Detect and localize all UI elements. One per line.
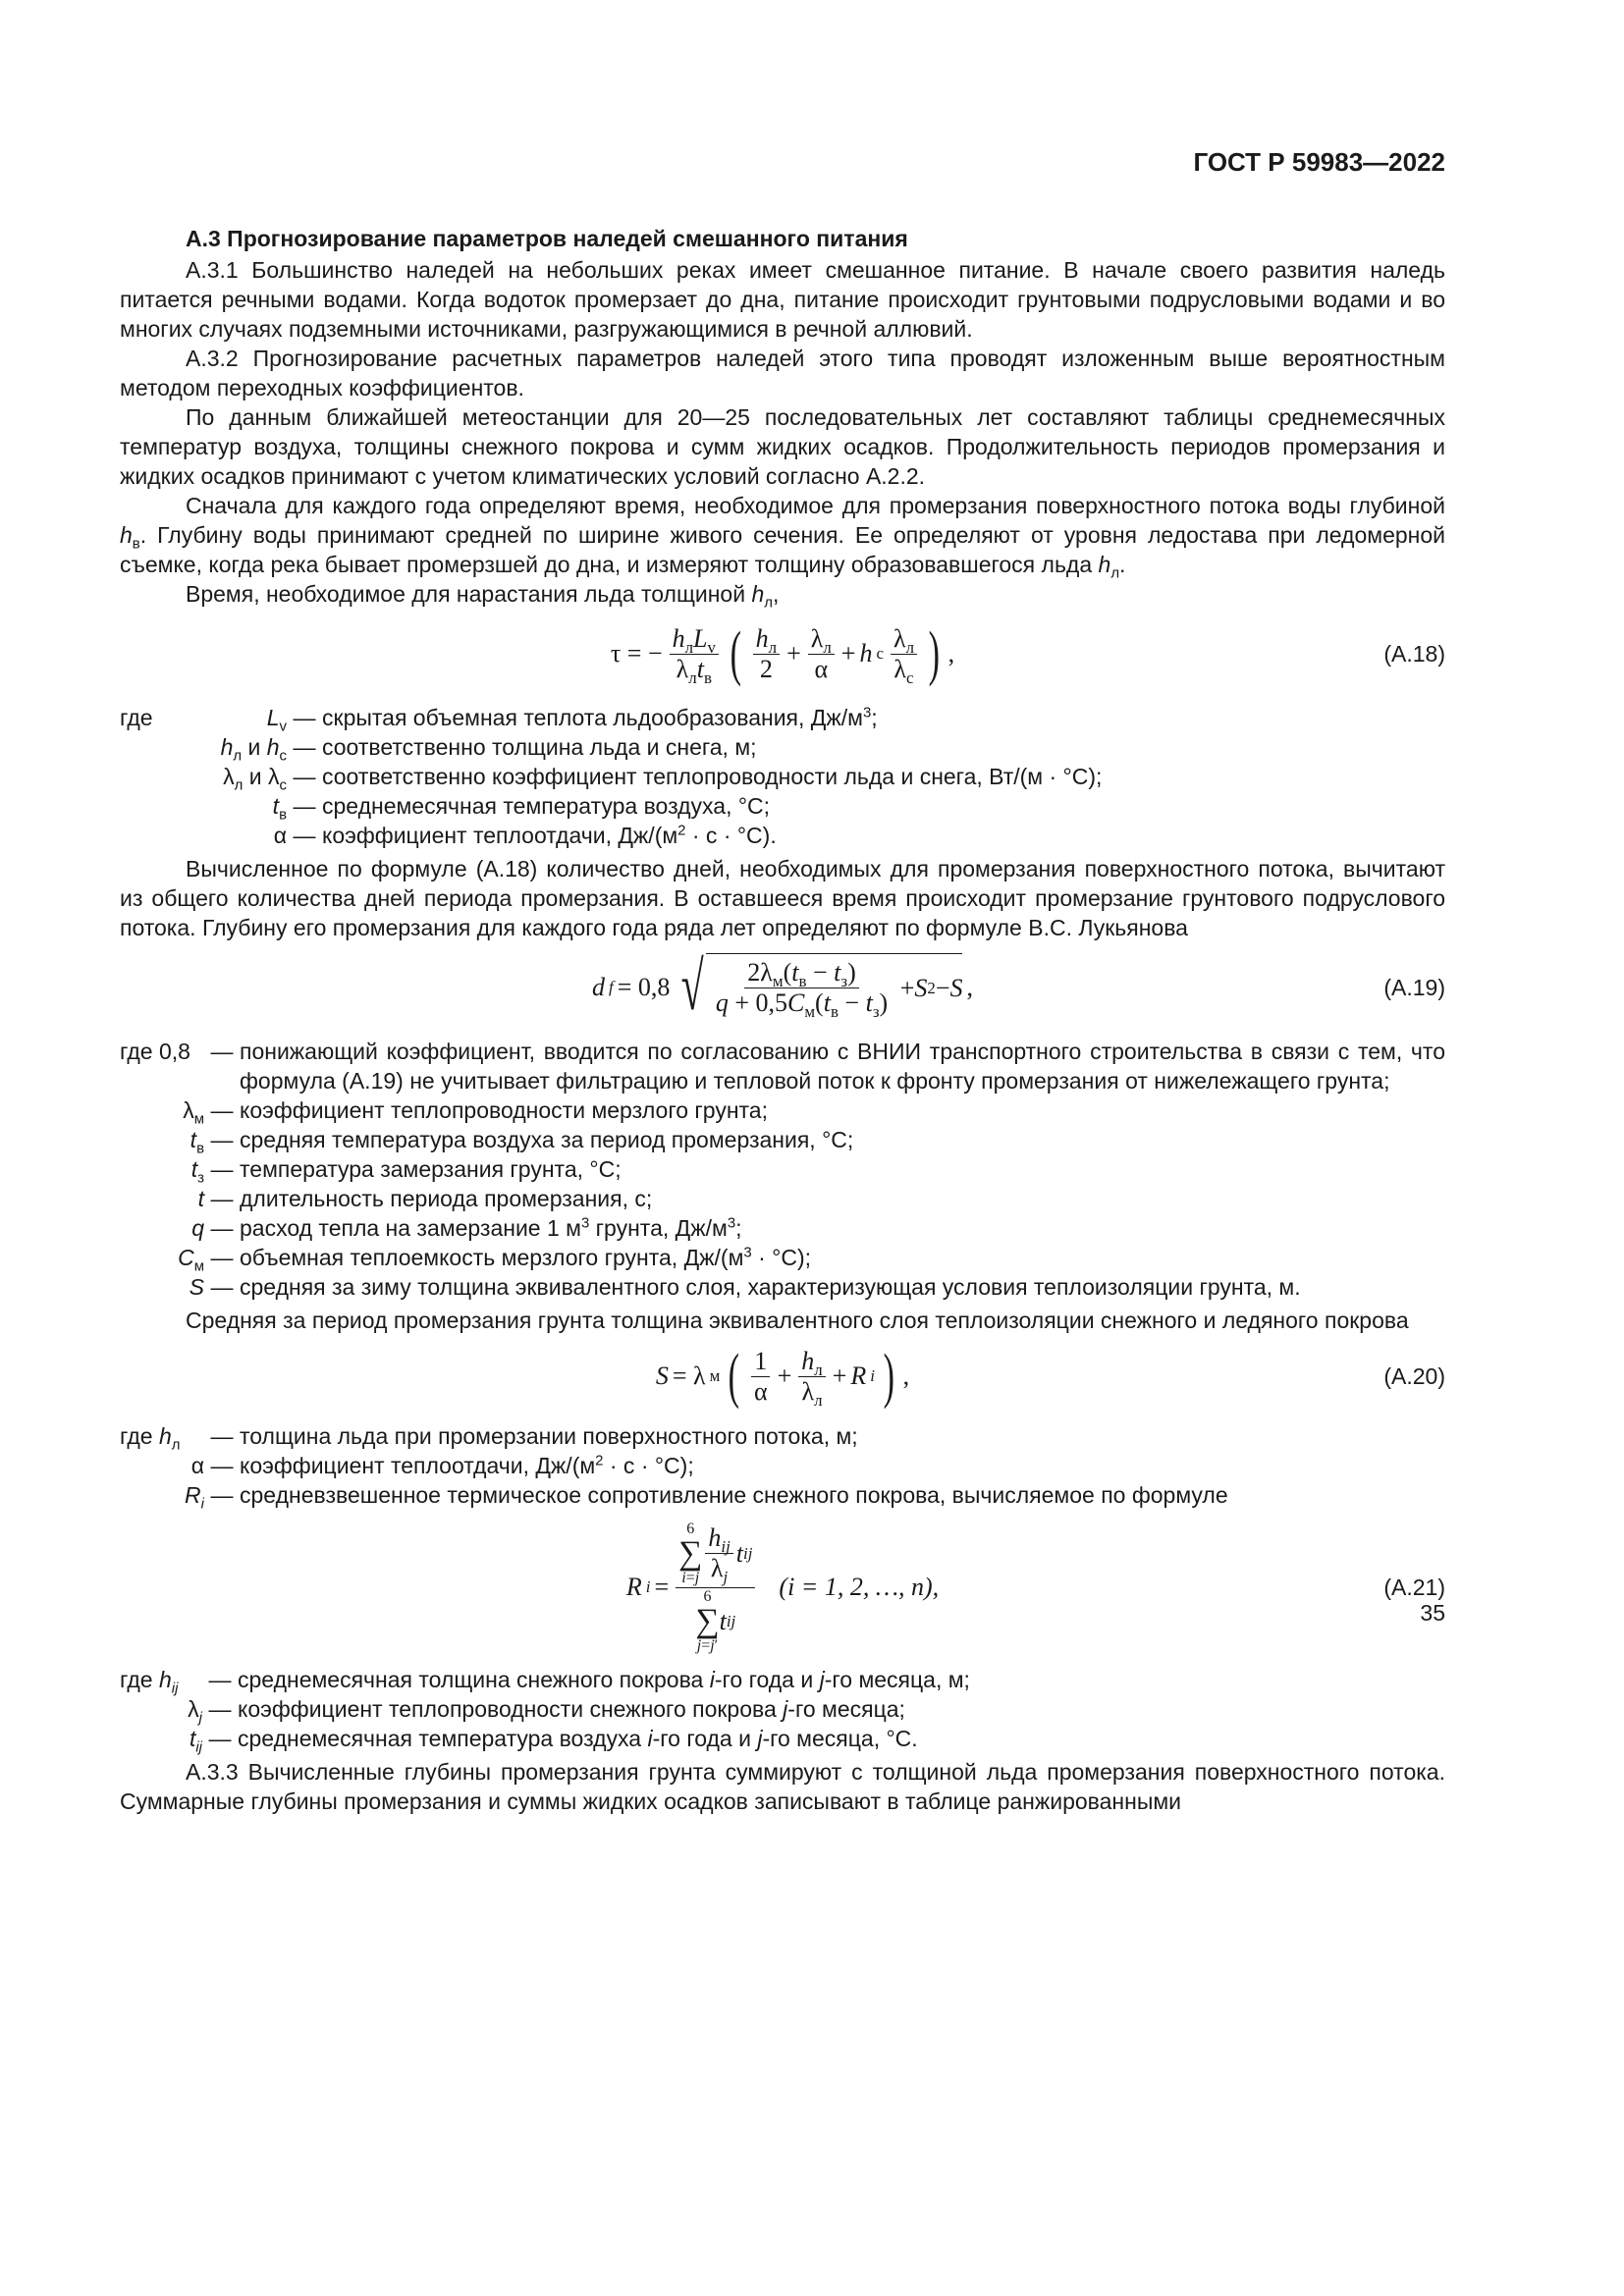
formula-a20: S = λ м ( $\frac{1}{\alpha}$ + $\frac{h_л}{\lambda_л}$ + R i ) , bbox=[655, 1343, 910, 1410]
definitions-a20 bbox=[120, 1421, 1445, 1513]
equation-number-a21: (А.21) bbox=[1383, 1575, 1445, 1600]
page-content bbox=[120, 224, 1445, 1816]
paragraph-a31: А.3.1 Большинство наледей на небольших реках имеет смешанное питание. В начале своего развития наледь питается речными водами. Когда водоток промерзает до дна, питание происходит грунтовыми подрусловыми водами и во многих случаях подземными источниками, разгружающимися в речной аллювий. bbox=[120, 257, 1445, 342]
definition-item: $\lambda_л$ и $\lambda_с$ — соответственно коэффициент теплопроводности льда и снега, Вт/(м · °С); bbox=[223, 764, 1103, 794]
definitions-a21 bbox=[120, 1665, 1445, 1756]
equation-number-a19: (А.19) bbox=[1383, 975, 1445, 1000]
definition-item: S — средняя за зиму толщина эквивалентного слоя, характеризующая условия теплоизоляции грунта, м. bbox=[189, 1274, 1301, 1300]
paragraph-a33: А.3.3 Вычисленные глубины промерзания грунта суммируют с толщиной льда промерзания поверхностного потока. Суммарные глубины промерзания и суммы жидких осадков записывают в таблице ранжированными bbox=[120, 1759, 1445, 1814]
definition-item: где $h_л$ — толщина льда при промерзании поверхностного потока, м; bbox=[120, 1423, 858, 1454]
definition-item: $\lambda_j$ — коэффициент теплопроводности снежного покрова j-го месяца; bbox=[188, 1696, 905, 1727]
definition-item: $t_{ij}$ — среднемесячная температура воздуха i-го года и j-го месяца, °С. bbox=[189, 1726, 918, 1756]
definition-item: α — коэффициент теплоотдачи, $Дж/(м^2 \cdot с \cdot ^\circ С)$; bbox=[190, 1452, 694, 1478]
paragraph-equivalent-layer: Средняя за период промерзания грунта толщина эквивалентного слоя теплоизоляции снежного и ледяного покрова bbox=[186, 1308, 1409, 1333]
definition-item: где $h_{ij}$ — среднемесячная толщина снежного покрова i-го года и j-го месяца, м; bbox=[120, 1667, 970, 1697]
equation-a20 bbox=[120, 1335, 1445, 1417]
formula-a18: τ = − $\frac{h_лL_v}{\lambda_лt_в}$ ( $\frac{h_л}{2}$ + $\frac{\lambda_л}{\alpha}$ + h с $\frac{\lambda_л}{\lambda_с}$ ) , bbox=[610, 620, 955, 687]
document-id: ГОСТ Р 59983—2022 bbox=[1193, 147, 1445, 177]
paragraph-water-depth: Сначала для каждого года определяют время, необходимое для промерзания поверхностного потока воды глубиной $h_в$. Глубину воды принимают средней по ширине живого сечения. Ее определяют от уровня ледостава при ледомерной съемке, когда река бывает промерзшей до дна, и измеряют толщину образовавшегося льда $h_л$. bbox=[120, 493, 1445, 582]
formula-a21: R i = 6 ∑ i=j $\frac{h_{ij}}{\lambda_j}$ t ij 6 ∑ j=j′ t ij (i = 1, 2, …, n), bbox=[625, 1520, 940, 1654]
equation-a18 bbox=[120, 609, 1445, 699]
definition-item: $t_в$ — среднемесячная температура воздуха, °С; bbox=[272, 793, 771, 824]
formula-a21-range: (i = 1, 2, …, n), bbox=[779, 1573, 940, 1601]
formula-a19: d f = 0,8 √ $\frac{2\lambda_м(t_в - t_з)}{q + 0,5C_м(t_в - t_з)}$ + S 2 − S , bbox=[592, 949, 973, 1025]
equation-number-a18: (А.18) bbox=[1383, 641, 1445, 667]
paragraph-ice-time: Время, необходимое для нарастания льда толщиной $h_л$, bbox=[186, 581, 780, 612]
definition-item: $t_з$ — температура замерзания грунта, °С; bbox=[190, 1156, 622, 1187]
definition-item: $h_л$ и $h_с$ — соответственно толщина льда и снега, м; bbox=[220, 734, 757, 765]
definition-item: $t_в$ — средняя температура воздуха за период промерзания, °С; bbox=[189, 1127, 854, 1157]
definition-item: $C_м$ — объемная теплоемкость мерзлого грунта, $Дж/(м^3 \cdot ^\circ С)$; bbox=[178, 1244, 811, 1275]
definition-item: α — коэффициент теплоотдачи, $Дж/(м^2 \cdot с \cdot ^\circ С)$. bbox=[273, 822, 777, 848]
definitions-a19 bbox=[120, 1037, 1445, 1302]
section-title: А.3 Прогнозирование параметров наледей смешанного питания bbox=[186, 226, 908, 251]
equation-a19 bbox=[120, 942, 1445, 1033]
definitions-a18 bbox=[120, 703, 1445, 850]
equation-number-a20: (А.20) bbox=[1383, 1363, 1445, 1389]
definition-item: q — расход тепла на замерзание 1 $м^3$ грунта, $Дж/м^3$; bbox=[191, 1214, 742, 1241]
definition-item: t — длительность периода промерзания, с; bbox=[197, 1186, 653, 1211]
paragraph-meteo: По данным ближайшей метеостанции для 20—25 последовательных лет составляют таблицы среднемесячных температур воздуха, толщины снежного покрова и сумм жидких осадков. Продолжительность периодов промерзания и жидких осадков принимают с учетом климатических условий согласно А.2.2. bbox=[120, 404, 1445, 489]
page-number: 35 bbox=[1420, 1600, 1445, 1626]
definition-item: $\lambda_м$ — коэффициент теплопроводности мерзлого грунта; bbox=[183, 1097, 768, 1128]
definition-item: где 0,8 — понижающий коэффициент, вводится по согласованию с ВНИИ транспортного строительства в связи с тем, что формула (А.19) не учитывает фильтрацию и тепловой поток к фронту промерзания от нижележащего грунта; bbox=[120, 1039, 1445, 1094]
paragraph-formula-lukyanov: Вычисленное по формуле (А.18) количество дней, необходимых для промерзания поверхностного потока, вычитают из общего количества дней периода промерзания. В оставшееся время происходит промерзание грунтового подруслового потока. Глубину его промерзания для каждого года ряда лет определяют по формуле В.С. Лукьянова bbox=[120, 856, 1445, 940]
paragraph-a32: А.3.2 Прогнозирование расчетных параметров наледей этого типа проводят изложенным выше вероятностным методом переходных коэффициентов. bbox=[120, 346, 1445, 400]
equation-a21 bbox=[120, 1514, 1445, 1661]
definition-item: $R_i$ — средневзвешенное термическое сопротивление снежного покрова, вычисляемое по формуле bbox=[185, 1482, 1228, 1513]
definition-item: где $L_v$ — скрытая объемная теплота льдообразования, $Дж/м^3$; bbox=[120, 704, 878, 735]
